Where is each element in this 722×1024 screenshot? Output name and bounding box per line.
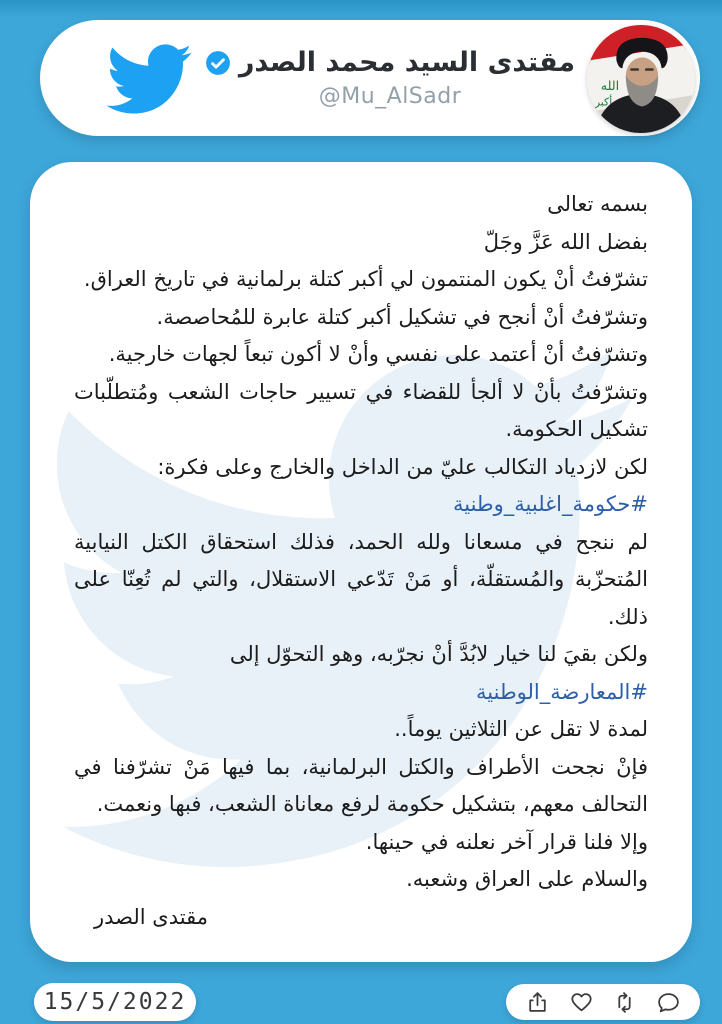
hashtag-link[interactable]: #حكومة_اغلبية_وطنية: [452, 492, 648, 516]
tweet-line: وتشرّفتُ أنْ أنجح في تشكيل أكبر كتلة عابرة للمُحاصصة.: [156, 304, 648, 329]
tweet-line: وتشرّفتُ أنْ أعتمد على نفسي وأنْ لا أكون تبعاً لجهات خارجية.: [108, 342, 648, 366]
heart-icon[interactable]: [569, 990, 594, 1015]
hashtag-link[interactable]: #المعارضة_الوطنية: [476, 679, 648, 704]
tweet-line: ولكن بقيَ لنا خيار لابُدَّ أنْ نجرّبه، وهو التحوّل إلى: [229, 642, 648, 666]
tweet-header-card: [40, 20, 700, 136]
tweet-line: بسمه تعالى: [547, 192, 648, 216]
avatar-portrait-icon: [587, 25, 695, 133]
svg-text:أكبر: أكبر: [594, 95, 613, 109]
share-icon[interactable]: [525, 990, 550, 1015]
avatar[interactable]: [587, 25, 695, 133]
twitter-bird-icon: [94, 34, 202, 124]
tweet-line: فإنْ نجحت الأطراف والكتل البرلمانية، بما فيها مَنْ تشرّفنا في التحالف معهم، بتشكيل حكومة لرفع معاناة الشعب، فبها ونعمت.: [74, 754, 648, 816]
retweet-icon[interactable]: [612, 990, 637, 1015]
user-handle: @Mu_AlSadr: [318, 84, 462, 109]
svg-text:الله: الله: [600, 78, 620, 94]
signature: مقتدى الصدر: [94, 904, 208, 929]
tweet-line: وإلا فلنا قرار آخر نعلنه في حينها.: [365, 829, 648, 854]
tweet-line: والسلام على العراق وشعبه.: [406, 867, 648, 891]
tweet-line: لكن لازدياد التكالب عليّ من الداخل والخارج وعلى فكرة:: [157, 454, 648, 479]
tweet-line: وتشرّفتُ بأنْ لا ألجأ للقضاء في تسيير حاجات الشعب ومُتطلّبات تشكيل الحكومة.: [74, 379, 648, 441]
tweet-body-card: [30, 162, 692, 962]
date-badge: [34, 983, 196, 1021]
tweet-actions-bar: [506, 984, 700, 1020]
verified-badge-icon: [205, 50, 231, 76]
comment-icon[interactable]: [656, 990, 681, 1015]
date-text: 15/5/2022: [43, 989, 187, 1015]
display-name: مقتدى السيد محمد الصدر: [238, 47, 576, 78]
tweet-text: [30, 162, 692, 936]
tweet-line: لم ننجح في مسعانا ولله الحمد، فذلك استحقاق الكتل النيابية المُتحزّبة والمُستقلّة، أو مَنْ تَدّعي الاستقلال، والتي لم تُعِنّا على ذلك.: [74, 529, 648, 629]
tweet-line: بفضل الله عَزَّ وجَلّ: [483, 229, 648, 254]
tweet-line: لمدة لا تقل عن الثلاثين يوماً..: [394, 717, 648, 741]
tweet-line: تشرّفتُ أنْ يكون المنتمون لي أكبر كتلة برلمانية في تاريخ العراق.: [83, 267, 648, 291]
